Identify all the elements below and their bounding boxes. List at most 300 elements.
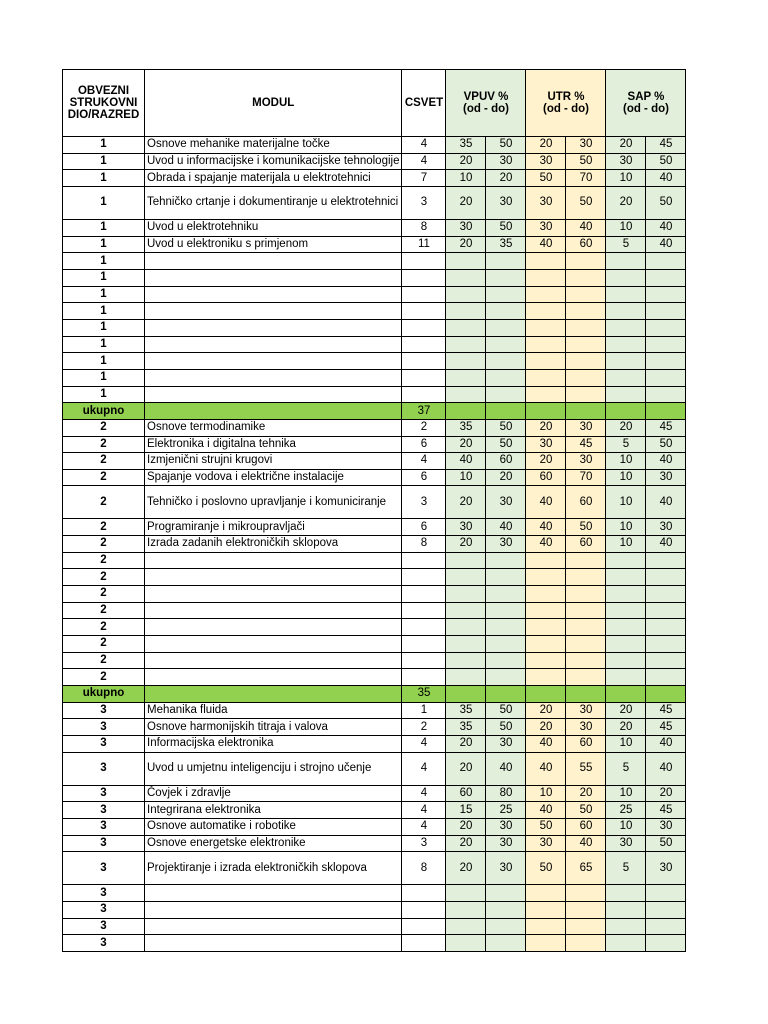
grade-cell: 3 [63,918,145,935]
csvet-value [402,652,446,669]
csvet-value: 6 [402,469,446,486]
percent-cell [566,918,606,935]
module-name [145,386,402,403]
module-name [145,586,402,603]
percent-cell [526,586,566,603]
empty-row [63,353,686,370]
total-csvet: 35 [402,686,446,703]
grade-cell: 2 [63,586,145,603]
total-percent-cell [566,403,606,420]
sap-to: 30 [646,469,686,486]
percent-cell [606,636,646,653]
percent-cell [646,636,686,653]
utr-from: 50 [526,818,566,835]
table-header [63,70,686,137]
csvet-value: 1 [402,702,446,719]
module-name: Uvod u umjetnu inteligenciju i strojno učenje [145,752,402,785]
module-name: Obrada i spajanje materijala u elektrotehnici [145,170,402,187]
vpuv-from: 20 [446,752,486,785]
grade-cell: 1 [63,353,145,370]
percent-cell [446,319,486,336]
total-csvet: 37 [402,403,446,420]
grade-cell: 3 [63,736,145,753]
table-row [63,852,686,885]
module-name: Izrada zadanih elektroničkih sklopova [145,536,402,553]
table-row [63,137,686,154]
utr-from: 40 [526,802,566,819]
percent-cell [526,636,566,653]
percent-cell [566,636,606,653]
utr-from: 50 [526,852,566,885]
percent-cell [486,386,526,403]
percent-cell [566,885,606,902]
vpuv-to: 30 [486,736,526,753]
sap-to: 50 [646,436,686,453]
module-name [145,669,402,686]
sap-to: 40 [646,236,686,253]
table-row [63,186,686,219]
utr-to: 50 [566,802,606,819]
csvet-value: 6 [402,436,446,453]
grade-cell: 1 [63,186,145,219]
percent-cell [526,336,566,353]
percent-cell [646,569,686,586]
grade-cell: 3 [63,719,145,736]
module-name [145,336,402,353]
vpuv-to: 50 [486,137,526,154]
csvet-value: 7 [402,170,446,187]
csvet-value [402,918,446,935]
sap-from: 5 [606,436,646,453]
percent-cell [486,885,526,902]
grade-cell: 2 [63,469,145,486]
module-name: Izmjenični strujni krugovi [145,453,402,470]
vpuv-to: 30 [486,818,526,835]
csvet-value: 4 [402,785,446,802]
percent-cell [486,303,526,320]
empty-row [63,586,686,603]
percent-cell [646,353,686,370]
total-percent-cell [526,403,566,420]
grade-cell: 3 [63,802,145,819]
percent-cell [526,369,566,386]
module-name: Tehničko i poslovno upravljanje i komuniciranje [145,486,402,519]
vpuv-from: 30 [446,519,486,536]
percent-cell [646,336,686,353]
module-name: Tehničko crtanje i dokumentiranje u elektrotehnici [145,186,402,219]
grade-cell: 1 [63,386,145,403]
percent-cell [606,918,646,935]
percent-cell [446,669,486,686]
percent-cell [606,652,646,669]
table-body [63,137,686,952]
vpuv-from: 30 [446,219,486,236]
csvet-value [402,885,446,902]
csvet-value: 3 [402,486,446,519]
header-utr: UTR % (od - do) [526,70,606,137]
percent-cell [606,885,646,902]
grade-cell: 1 [63,336,145,353]
utr-to: 65 [566,852,606,885]
csvet-value [402,269,446,286]
grade-cell: 2 [63,552,145,569]
header-sap: SAP % (od - do) [606,70,686,137]
vpuv-from: 20 [446,818,486,835]
percent-cell [606,569,646,586]
csvet-value: 8 [402,219,446,236]
empty-row [63,303,686,320]
vpuv-from: 60 [446,785,486,802]
percent-cell [446,336,486,353]
utr-from: 40 [526,752,566,785]
vpuv-to: 50 [486,219,526,236]
curriculum-table [62,69,686,952]
grade-cell: 2 [63,519,145,536]
percent-cell [566,336,606,353]
sap-to: 30 [646,818,686,835]
vpuv-from: 20 [446,536,486,553]
table-row [63,486,686,519]
percent-cell [606,901,646,918]
sap-to: 40 [646,536,686,553]
utr-from: 20 [526,702,566,719]
module-name: Elektronika i digitalna tehnika [145,436,402,453]
percent-cell [526,386,566,403]
module-name: Osnove harmonijskih titraja i valova [145,719,402,736]
total-percent-cell [526,686,566,703]
percent-cell [566,269,606,286]
utr-to: 50 [566,153,606,170]
percent-cell [526,935,566,952]
vpuv-to: 30 [486,186,526,219]
grade-cell: 3 [63,752,145,785]
sap-from: 20 [606,137,646,154]
total-percent-cell [646,686,686,703]
utr-from: 40 [526,736,566,753]
sap-to: 50 [646,186,686,219]
sap-to: 40 [646,752,686,785]
empty-row [63,369,686,386]
total-label: ukupno [63,403,145,420]
grade-cell: 2 [63,453,145,470]
grade-cell: 1 [63,219,145,236]
percent-cell [486,901,526,918]
percent-cell [486,253,526,270]
grade-cell: 2 [63,436,145,453]
percent-cell [526,901,566,918]
grade-cell: 3 [63,935,145,952]
table-row [63,752,686,785]
utr-to: 45 [566,436,606,453]
percent-cell [566,552,606,569]
percent-cell [446,885,486,902]
module-name: Osnove automatike i robotike [145,818,402,835]
sap-to: 40 [646,486,686,519]
table-row [63,236,686,253]
vpuv-to: 20 [486,170,526,187]
module-name: Osnove mehanike materijalne točke [145,137,402,154]
percent-cell [646,269,686,286]
empty-row [63,652,686,669]
vpuv-to: 30 [486,486,526,519]
header-modul: MODUL [145,70,402,137]
sap-to: 45 [646,702,686,719]
percent-cell [526,319,566,336]
module-name: Uvod u elektroniku s primjenom [145,236,402,253]
percent-cell [526,253,566,270]
vpuv-from: 20 [446,852,486,885]
sap-from: 20 [606,702,646,719]
percent-cell [606,286,646,303]
sap-from: 30 [606,153,646,170]
sap-to: 40 [646,219,686,236]
total-label: ukupno [63,686,145,703]
csvet-value [402,669,446,686]
grade-cell: 1 [63,253,145,270]
grade-cell: 1 [63,137,145,154]
vpuv-from: 10 [446,170,486,187]
module-name [145,569,402,586]
percent-cell [566,253,606,270]
utr-to: 40 [566,835,606,852]
percent-cell [446,253,486,270]
grade-cell: 1 [63,153,145,170]
total-percent-cell [486,403,526,420]
total-percent-cell [646,403,686,420]
percent-cell [646,918,686,935]
empty-row [63,918,686,935]
table-row [63,453,686,470]
sap-from: 10 [606,818,646,835]
percent-cell [526,918,566,935]
sap-from: 10 [606,536,646,553]
csvet-value [402,286,446,303]
sap-from: 10 [606,170,646,187]
percent-cell [526,552,566,569]
sap-from: 10 [606,785,646,802]
csvet-value: 4 [402,453,446,470]
percent-cell [486,552,526,569]
vpuv-to: 50 [486,719,526,736]
module-name: Mehanika fluida [145,702,402,719]
empty-row [63,286,686,303]
percent-cell [606,669,646,686]
percent-cell [606,253,646,270]
csvet-value [402,336,446,353]
total-percent-cell [606,686,646,703]
empty-row [63,669,686,686]
module-name [145,269,402,286]
utr-from: 10 [526,785,566,802]
vpuv-to: 60 [486,453,526,470]
table-row [63,818,686,835]
percent-cell [606,303,646,320]
vpuv-to: 35 [486,236,526,253]
percent-cell [646,586,686,603]
vpuv-to: 20 [486,469,526,486]
grade-cell: 1 [63,170,145,187]
module-name [145,885,402,902]
sap-from: 10 [606,486,646,519]
module-name [145,303,402,320]
empty-row [63,319,686,336]
percent-cell [526,669,566,686]
percent-cell [566,602,606,619]
empty-row [63,935,686,952]
percent-cell [646,619,686,636]
percent-cell [486,269,526,286]
table-row [63,436,686,453]
vpuv-to: 50 [486,702,526,719]
percent-cell [526,269,566,286]
percent-cell [606,269,646,286]
total-percent-cell [606,403,646,420]
percent-cell [486,353,526,370]
utr-to: 30 [566,702,606,719]
module-name [145,619,402,636]
sap-to: 40 [646,170,686,187]
grade-cell: 1 [63,236,145,253]
grade-cell: 2 [63,536,145,553]
percent-cell [566,286,606,303]
percent-cell [646,386,686,403]
vpuv-from: 20 [446,486,486,519]
percent-cell [646,901,686,918]
utr-to: 30 [566,419,606,436]
grade-cell: 3 [63,852,145,885]
total-percent-cell [566,686,606,703]
percent-cell [646,286,686,303]
utr-to: 60 [566,236,606,253]
sap-from: 25 [606,802,646,819]
utr-from: 40 [526,486,566,519]
vpuv-from: 20 [446,835,486,852]
sap-to: 40 [646,736,686,753]
percent-cell [526,286,566,303]
total-spacer [145,403,402,420]
vpuv-from: 20 [446,736,486,753]
utr-to: 70 [566,469,606,486]
csvet-value [402,586,446,603]
csvet-value [402,353,446,370]
empty-row [63,636,686,653]
sap-from: 20 [606,419,646,436]
sap-to: 50 [646,835,686,852]
grade-cell: 3 [63,818,145,835]
percent-cell [566,386,606,403]
utr-from: 50 [526,170,566,187]
module-name: Spajanje vodova i električne instalacije [145,469,402,486]
percent-cell [646,935,686,952]
total-row [63,686,686,703]
table-row [63,219,686,236]
vpuv-from: 20 [446,153,486,170]
percent-cell [646,253,686,270]
percent-cell [646,369,686,386]
grade-cell: 2 [63,619,145,636]
total-percent-cell [446,403,486,420]
csvet-value [402,602,446,619]
csvet-value [402,636,446,653]
sap-from: 10 [606,469,646,486]
percent-cell [646,319,686,336]
grade-cell: 3 [63,785,145,802]
grade-cell: 2 [63,419,145,436]
percent-cell [486,369,526,386]
utr-to: 30 [566,453,606,470]
percent-cell [486,319,526,336]
csvet-value: 4 [402,752,446,785]
empty-row [63,269,686,286]
table-row [63,802,686,819]
utr-to: 50 [566,519,606,536]
csvet-value: 4 [402,802,446,819]
grade-cell: 2 [63,669,145,686]
empty-row [63,602,686,619]
sap-to: 50 [646,153,686,170]
csvet-value: 4 [402,153,446,170]
percent-cell [446,369,486,386]
percent-cell [486,602,526,619]
sap-from: 10 [606,736,646,753]
grade-cell: 2 [63,602,145,619]
utr-to: 40 [566,219,606,236]
csvet-value [402,552,446,569]
csvet-value [402,901,446,918]
percent-cell [526,602,566,619]
sap-to: 40 [646,453,686,470]
percent-cell [566,303,606,320]
module-name: Projektiranje i izrada elektroničkih sklopova [145,852,402,885]
percent-cell [566,353,606,370]
module-name [145,652,402,669]
module-name: Čovjek i zdravlje [145,785,402,802]
sap-from: 10 [606,453,646,470]
module-name [145,369,402,386]
percent-cell [646,669,686,686]
csvet-value: 11 [402,236,446,253]
vpuv-from: 35 [446,702,486,719]
empty-row [63,336,686,353]
csvet-value: 3 [402,835,446,852]
sap-to: 45 [646,137,686,154]
vpuv-to: 30 [486,835,526,852]
module-name: Osnove termodinamike [145,419,402,436]
csvet-value: 8 [402,536,446,553]
percent-cell [446,619,486,636]
module-name [145,353,402,370]
sap-to: 30 [646,852,686,885]
table-row [63,469,686,486]
percent-cell [606,586,646,603]
empty-row [63,569,686,586]
utr-from: 40 [526,236,566,253]
grade-cell: 2 [63,636,145,653]
vpuv-from: 35 [446,137,486,154]
table-row [63,519,686,536]
header-vpuv: VPUV % (od - do) [446,70,526,137]
csvet-value [402,569,446,586]
percent-cell [446,353,486,370]
module-name: Integrirana elektronika [145,802,402,819]
percent-cell [446,386,486,403]
grade-cell: 1 [63,369,145,386]
percent-cell [606,552,646,569]
module-name: Informacijska elektronika [145,736,402,753]
vpuv-to: 30 [486,852,526,885]
utr-to: 60 [566,736,606,753]
utr-to: 20 [566,785,606,802]
